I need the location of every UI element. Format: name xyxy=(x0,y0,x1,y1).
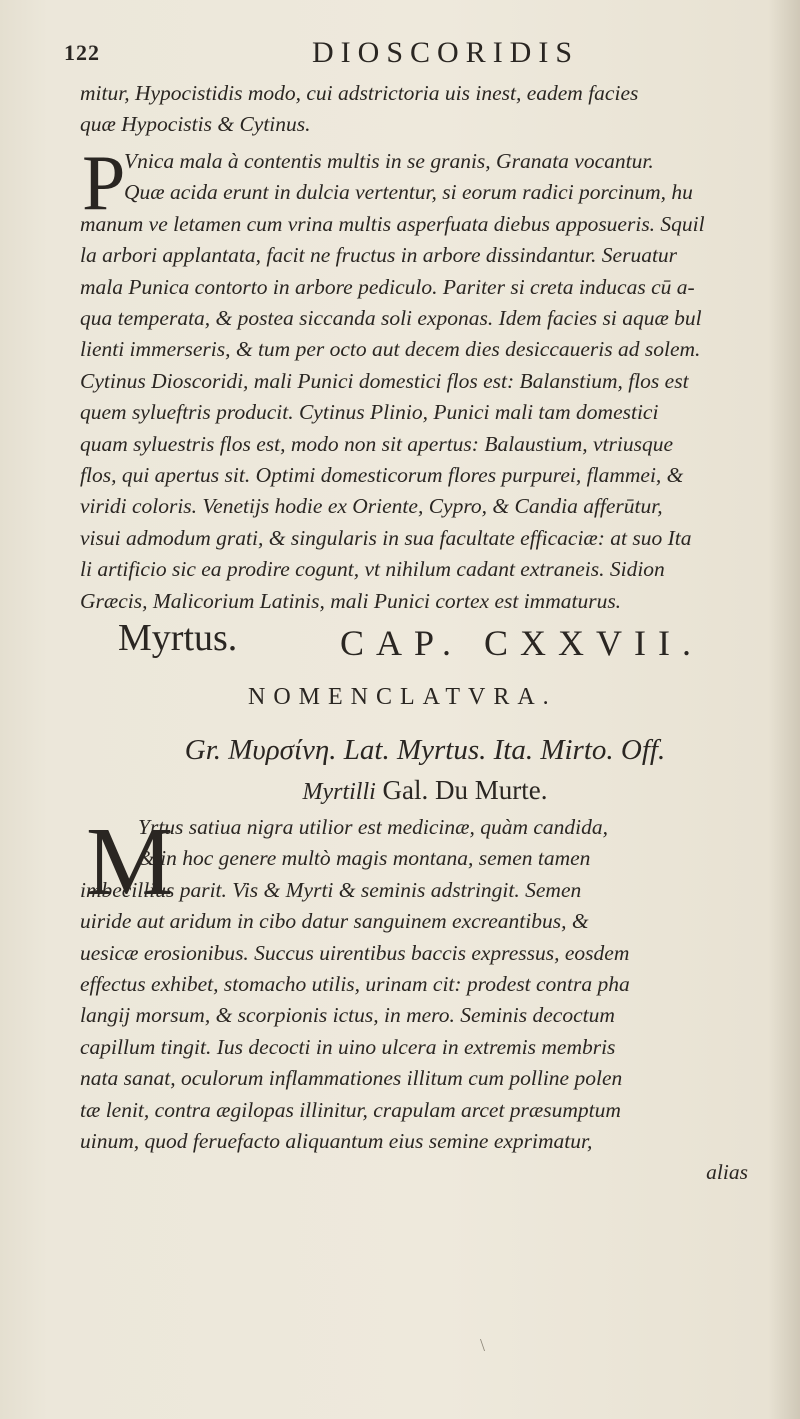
text-line: Vnica mala à contentis multis in se granis, Granata vocantur. xyxy=(124,149,654,173)
printer-mark: \ xyxy=(480,1335,486,1355)
text-line: uesicæ erosionibus. Succus uirentibus baccis expressus, eosdem xyxy=(80,940,630,965)
text-line: quam syluestris flos est, modo non sit apertus: Balaustium, vtriusque xyxy=(80,431,674,456)
nomenclature-rest: Gal. Du Murte. xyxy=(375,775,548,805)
chapter-number: CAP. CXXVII. xyxy=(340,623,704,663)
text-line: viridi coloris. Venetijs hodie ex Oriente, Cypro, & Candia afferūtur, xyxy=(80,494,663,519)
chapter-name: Myrtus. xyxy=(118,617,238,659)
text-line: mala Punica contorto in arbore pediculo. Pariter si creta inducas cū a- xyxy=(80,274,695,299)
text-line: tæ lenit, contra ægilopas illinitur, crapulam arcet præsumptum xyxy=(80,1097,621,1122)
nomenclatura-heading: NOMENCLATVRA. xyxy=(248,684,557,710)
text-line: manum ve letamen cum vrina multis asperfuata diebus apposueris. Squil xyxy=(80,211,705,236)
text-line: uiride aut aridum in cibo datur sanguinem excreantibus, & xyxy=(80,909,589,934)
text-line: uinum, quod feruefacto aliquantum eius semine exprimatur, xyxy=(80,1129,593,1154)
nomenclature-line xyxy=(80,770,770,812)
text-line: visui admodum grati, & singularis in sua facultate efficaciæ: at suo Ita xyxy=(80,525,692,550)
text-line: qua temperata, & postea siccanda soli exponas. Idem facies si aquæ bul xyxy=(80,306,702,331)
text-line: Quæ acida erunt in dulcia vertentur, si eorum radici porcinum, hu xyxy=(124,180,693,205)
catchword: alias xyxy=(706,1160,748,1185)
text-line: effectus exhibet, stomacho utilis, urinam cit: prodest contra pha xyxy=(80,972,630,997)
text-line: capillum tingit. Ius decocti in uino ulcera in extremis membris xyxy=(80,1034,616,1059)
text-line: langij morsum, & scorpionis ictus, in mero. Seminis decoctum xyxy=(80,1003,615,1028)
chapter-heading xyxy=(118,616,758,670)
text-line: li artificio sic ea prodire cogunt, vt nihilum cadant extraneis. Sidion xyxy=(80,557,665,582)
text-line: & in hoc genere multò magis montana, semen tamen xyxy=(138,846,591,871)
nomenclature-line: Gr. Μυρσίνη. Lat. Myrtus. Ita. Mirto. Off. xyxy=(184,734,666,766)
drop-cap-m: M xyxy=(86,808,174,916)
text-line: mitur, Hypocistidis modo, cui adstrictoria uis inest, eadem facies xyxy=(80,81,639,105)
page-header xyxy=(64,36,744,76)
text-line: quæ Hypocistis & Cytinus. xyxy=(80,112,311,137)
nomenclature-italic: Myrtilli xyxy=(302,779,376,805)
text-line: nata sanat, oculorum inflammationes illitum cum polline polen xyxy=(80,1066,623,1091)
running-title: DIOSCORIDIS xyxy=(312,36,580,69)
text-line: lienti immerseris, & tum per octo aut decem dies desiccaueris ad solem. xyxy=(80,337,701,362)
text-line: Yrtus satiua nigra utilior est medicinæ, quàm candida, xyxy=(138,815,609,839)
continuation-paragraph xyxy=(80,78,770,141)
myrtus-paragraph xyxy=(80,808,770,1189)
text-line: imbecillius parit. Vis & Myrti & seminis adstringit. Semen xyxy=(80,877,582,902)
text-line: la arbori applantata, facit ne fructus in arbore dissindantur. Seruatur xyxy=(80,243,678,268)
text-line: quem sylueftris producit. Cytinus Plinio, Punici mali tam domestici xyxy=(80,400,659,425)
text-line: flos, qui apertus sit. Optimi domesticorum flores purpurei, flammei, & xyxy=(80,463,684,488)
drop-cap-p: P xyxy=(82,139,126,226)
punica-paragraph xyxy=(80,139,770,617)
page-number: 122 xyxy=(64,40,100,65)
text-line: Cytinus Dioscoridi, mali Punici domestici flos est: Balanstium, flos est xyxy=(80,368,689,393)
text-line: Græcis, Malicorium Latinis, mali Punici cortex est immaturus. xyxy=(80,588,622,613)
nomenclature-block xyxy=(80,730,770,812)
